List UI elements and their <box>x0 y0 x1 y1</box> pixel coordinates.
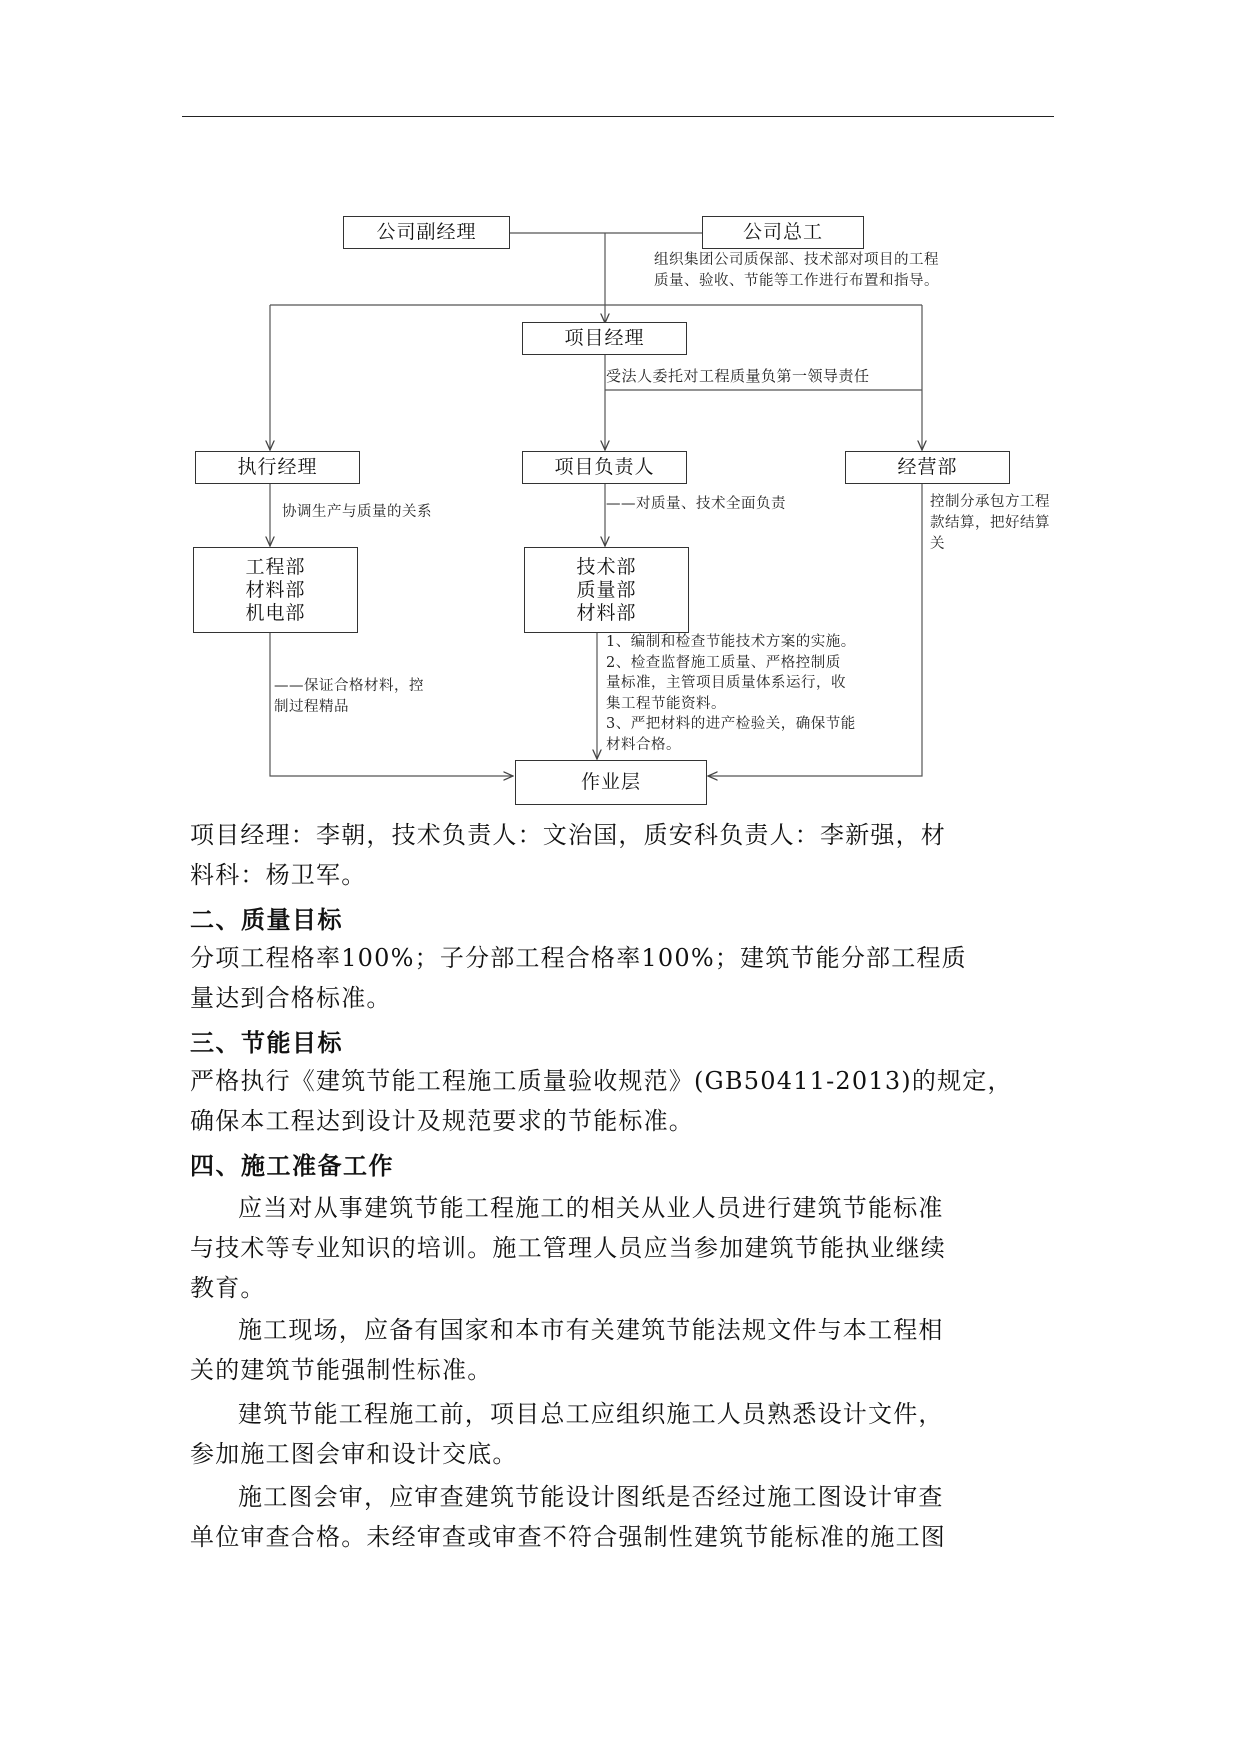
heading-preparation: 四、施工准备工作 <box>190 1152 394 1180</box>
prep-paragraph-1: 应当对从事建筑节能工程施工的相关从业人员进行建筑节能标准 与技术等专业知识的培训。施工管理人员应当参加建筑节能执业继续 教育。 <box>190 1194 946 1302</box>
note-project-leader: ——对质量、技术全面负责 <box>606 496 786 512</box>
box-chief-engineer: 公司总工 <box>702 216 864 249</box>
box-deputy-manager: 公司副经理 <box>343 216 510 249</box>
staff-paragraph: 项目经理：李朝，技术负责人：文治国，质安科负责人：李新强，材 料科：杨卫军。 <box>190 821 946 889</box>
dept-engineering: 工程部 <box>245 555 306 578</box>
note-left-group: ——保证合格材料，控 制过程精品 <box>274 678 424 715</box>
box-work-layer: 作业层 <box>515 760 707 805</box>
prep-paragraph-4: 施工图会审，应审查建筑节能设计图纸是否经过施工图设计审查 单位审查合格。未经审查或审查不符合强制性建筑节能标准的施工图 <box>190 1483 946 1551</box>
dept-technical: 技术部 <box>576 555 637 578</box>
note-mid-group: 1、编制和检查节能技术方案的实施。 2、检查监督施工质量、严格控制质 量标准，主管项目质量体系运行，收 集工程节能资料。 3、严把材料的进产检验关，确保节能 材料合格。 <box>606 634 856 753</box>
note-business-dept: 控制分承包方工程 款结算，把好结算 关 <box>930 494 1050 552</box>
box-dept-group-left <box>193 547 358 633</box>
note-project-manager: 受法人委托对工程质量负第一领导责任 <box>606 367 870 385</box>
heading-quality-goal: 二、质量目标 <box>190 906 343 934</box>
prep-paragraph-3: 建筑节能工程施工前，项目总工应组织施工人员熟悉设计文件， 参加施工图会审和设计交底。 <box>190 1400 944 1468</box>
prep-paragraph-2: 施工现场，应备有国家和本市有关建筑节能法规文件与本工程相 关的建筑节能强制性标准。 <box>190 1316 944 1384</box>
heading-energy-goal: 三、节能目标 <box>190 1029 343 1057</box>
box-executive-manager: 执行经理 <box>195 451 360 484</box>
box-dept-group-mid <box>524 547 689 633</box>
quality-paragraph: 分项工程格率100%；子分部工程合格率100%；建筑节能分部工程质 量达到合格标准。 <box>190 944 967 1012</box>
box-business-dept: 经营部 <box>845 451 1010 484</box>
note-executive-manager: 协调生产与质量的关系 <box>282 504 432 520</box>
box-project-manager: 项目经理 <box>522 322 687 355</box>
energy-paragraph: 严格执行《建筑节能工程施工质量验收规范》(GB50411-2013)的规定， 确保本工程达到设计及规范要求的节能标准。 <box>190 1067 1013 1135</box>
note-chief-engineer: 组织集团公司质保部、技术部对项目的工程 质量、验收、节能等工作进行布置和指导。 <box>654 252 939 289</box>
dept-materials: 材料部 <box>245 578 306 601</box>
dept-electromechanical: 机电部 <box>245 601 306 624</box>
box-project-leader: 项目负责人 <box>522 451 687 484</box>
dept-quality: 质量部 <box>576 578 637 601</box>
dept-materials-mid: 材料部 <box>576 601 637 624</box>
